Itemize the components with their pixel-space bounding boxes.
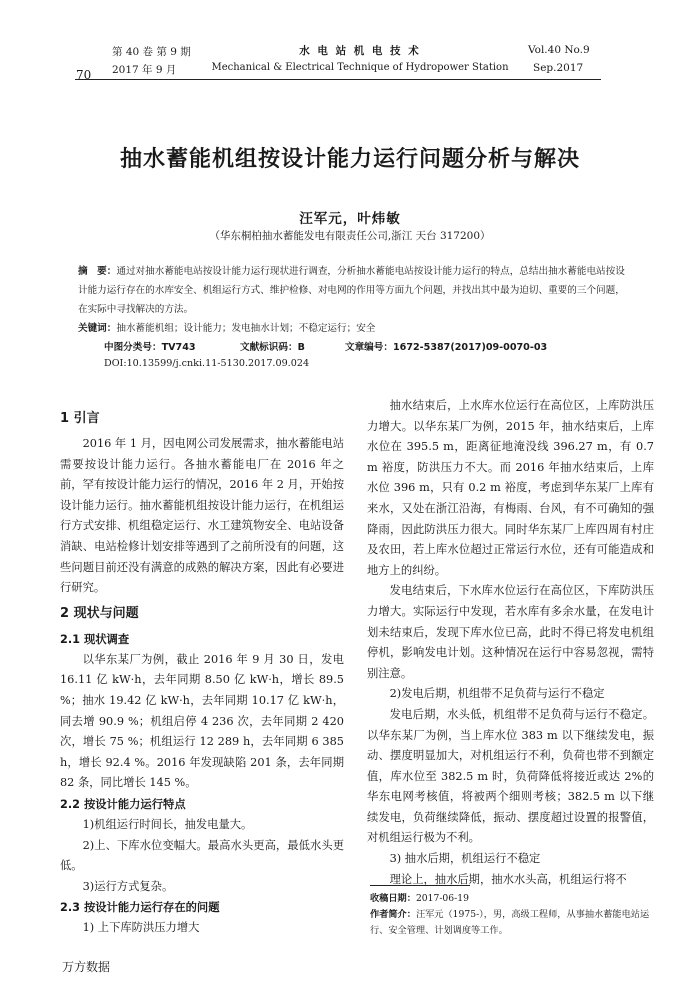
- footnote-rule: [370, 885, 470, 886]
- section-2-2-heading: 2.2 按设计能力运行特点: [60, 797, 186, 811]
- article-number: [345, 339, 547, 353]
- right-column: [367, 396, 654, 890]
- received-value: 2017-06-19: [415, 893, 469, 904]
- doc-code-label: 文献标识码：: [240, 342, 298, 353]
- received-label: 收稿日期：: [370, 893, 416, 904]
- abstract-label: 摘 要：: [78, 266, 117, 277]
- section-2-2-item-3: 3)运行方式复杂。: [82, 879, 174, 893]
- section-2-2-item-2: 2)上、下库水位变幅大。最高水头更高，最低水头更低。: [60, 838, 344, 873]
- section-2-heading: 2 现状与问题: [60, 605, 139, 621]
- header-rule: [75, 79, 601, 80]
- article-affiliation: （华东桐柏抽水蓄能发电有限责任公司,浙江 天台 317200）: [209, 230, 491, 242]
- header-issue-en: Vol.40 No.9: [528, 44, 590, 56]
- clc-label: 中图分类号：: [104, 342, 162, 353]
- keywords-label: 关键词：: [78, 323, 117, 334]
- article-number-value: 1672-5387(2017)09-0070-03: [392, 342, 548, 353]
- abstract-block: [78, 262, 630, 338]
- section-2-3-item-1: 1) 上下库防洪压力增大: [82, 921, 200, 935]
- section-1-heading: 1 引言: [60, 411, 100, 426]
- footnote: [370, 891, 656, 939]
- doc-code-value: B: [297, 342, 305, 353]
- page-number: 70: [76, 68, 92, 82]
- watermark: 万方数据: [62, 960, 111, 974]
- section-2-1-paragraph: 以华东某厂为例，截止 2016 年 9 月 30 日，发电 16.11 亿 kW·h，去年同期 8.50 亿 kW·h，增长 89.5 %；抽水 19.42 亿 kW·h，去年同期 10.17 亿 kW·h，同去增 90.9 %；机组启停 4 236 次，去年同期 2 420 次，增长 75 %；机组运行 12 289 h，去年同期 6 385 h，增长 92.4 %。2016 年发现缺陷 201 条，去年同期 82 条，同比增长 145 %。: [60, 652, 344, 790]
- received-date: [370, 891, 656, 907]
- article-number-label: 文章编号：: [345, 342, 393, 353]
- doc-code: [240, 339, 305, 353]
- right-item-2: 2)发电后期，机组带不足负荷与运行不稳定: [389, 687, 605, 701]
- author-bio: [370, 907, 656, 939]
- right-item-3: 3) 抽水后期，机组运行不稳定: [389, 852, 541, 866]
- clc-code: [104, 339, 196, 353]
- section-2-1-heading: 2.1 现状调查: [60, 632, 130, 646]
- author-bio-label: 作者简介：: [370, 909, 416, 920]
- header-journal-cn: 水 电 站 机 电 技 术: [299, 45, 421, 57]
- clc-value: TV743: [161, 342, 196, 353]
- keywords-text: 抽水蓄能机组；设计能力；发电抽水计划；不稳定运行；安全: [116, 323, 376, 334]
- abstract-text: 通过对抽水蓄能电站按设计能力运行现状进行调查，分析抽水蓄能电站按设计能力运行的特点，总结出抽水蓄能电站按设计能力运行存在的水库安全、机组运行方式、维护检修、对电网的作用等方面九个问题，并找出其中最为迫切、重要的三个问题，在实际中寻找解决的方法。: [78, 266, 625, 315]
- section-2-2-item-1: 1)机组运行时间长，抽发电量大。: [82, 817, 253, 831]
- header-journal-en: Mechanical & Electrical Technique of Hydropower Station: [211, 62, 509, 73]
- right-paragraph-1: 抽水结束后，上水库水位运行在高位区，上库防洪压力增大。以华东某厂为例，2015 年，抽水结束后，上库水位在 395.5 m，距离征地淹没线 396.27 m，有 0.7 m 裕度，防洪压力不大。而 2016 年抽水结束后，上库水位 396 m，只有 0.2 m 裕度，考虑到华东某厂上库有来水，又处在浙江沿海，有梅雨、台风，有不可确知的强降雨，因此防洪压力很大。同时华东某厂上库四周有村庄及农田，若上库水位超过正常运行水位，还有可能造成和地方上的纠纷。: [367, 399, 654, 577]
- article-authors: 汪军元，叶炜敏: [299, 211, 401, 227]
- header-date-cn: 2017 年 9 月: [112, 64, 177, 76]
- header-date-en: Sep.2017: [533, 62, 584, 74]
- header-issue-cn: 第 40 卷 第 9 期: [112, 46, 191, 58]
- section-2-3-heading: 2.3 按设计能力运行存在的问题: [60, 901, 220, 915]
- left-column: [60, 404, 344, 939]
- right-paragraph-3: 发电后期，水头低，机组带不足负荷与运行不稳定。以华东某厂为例，当上库水位 383 m 以下继续发电，振动、摆度明显加大，对机组运行不利，负荷也带不到额定值，库水位至 382.5 m 时，负荷降低将接近或达 2%的华东电网考核值，将被两个细则考核；382.5 m 以下继续发电，负荷继续降低，振动、摆度超过设置的报警值，对机组运行极为不利。: [367, 707, 654, 845]
- author-bio-text: 汪军元（1975-），男，高级工程师，从事抽水蓄能电站运行、安全管理、计划调度等工作。: [370, 909, 650, 936]
- section-1-paragraph: 2016 年 1 月，因电网公司发展需求，抽水蓄能电站需要按设计能力运行。各抽水蓄能电厂在 2016 年之前，罕有按设计能力运行的情况，2016 年 2 月，开始按设计能力运行。抽水蓄能机组按设计能力运行，在机组运行方式安排、机组稳定运行、水工建筑物安全、电站设备消缺、电站检修计划安排等遇到了之前所没有的问题，这些问题目前还没有满意的成熟的解决方案，因此有必要进行研究。: [60, 437, 344, 595]
- right-paragraph-2: 发电结束后，下水库水位运行在高位区，下库防洪压力增大。实际运行中发现，若水库有多余水量，在发电计划未结束后，发现下库水位已高，此时不得已将发电机组停机，影响发电计划。这种情况在运行中容易忽视，需特别注意。: [367, 584, 654, 680]
- keywords: [78, 319, 630, 338]
- abstract: [78, 262, 630, 319]
- doi: DOI:10.13599/j.cnki.11-5130.2017.09.024: [104, 358, 310, 369]
- right-paragraph-4: 理论上，抽水后期，抽水水头高，机组运行将不: [389, 872, 627, 886]
- article-title: 抽水蓄能机组按设计能力运行问题分析与解决: [119, 147, 580, 172]
